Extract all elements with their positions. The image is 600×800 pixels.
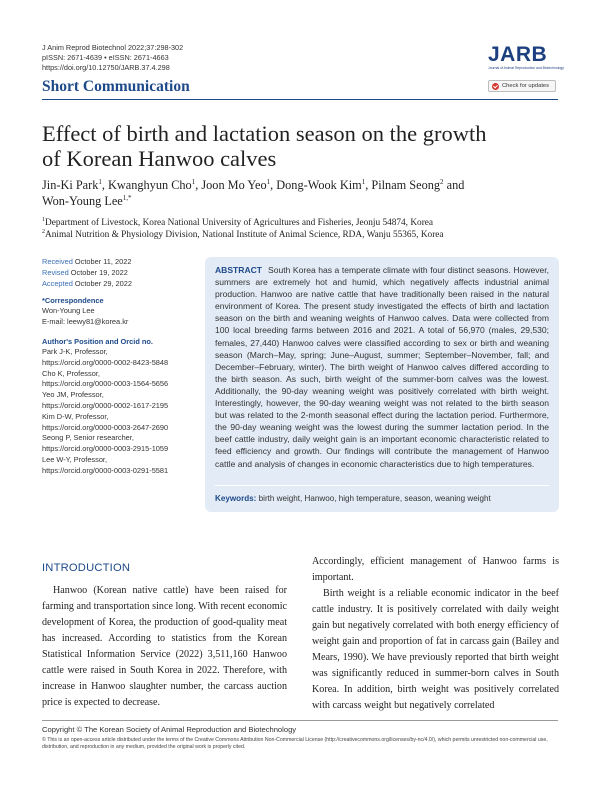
journal-logo <box>488 43 564 71</box>
keywords-text: birth weight, Hanwoo, high temperature, season, weaning weight <box>258 494 491 503</box>
author-name: Pilnam Seong <box>371 178 441 192</box>
author-name: Joon Mo Yeo <box>201 178 267 192</box>
accepted-date: Accepted October 29, 2022 <box>42 278 133 288</box>
orcid-author-position: Cho K, Professor, <box>42 368 100 378</box>
abstract-divider <box>215 485 549 486</box>
body-paragraph: Hanwoo (Korean native cattle) have been raised for farming and transportation since long. With recent economic development of Korea, the production of good-quality meat has increased. According to statistics from the Korean Statistical Information Service (2022) 3,511,160 Hanwoo cattle were raised in South Korea in 2022. Therefore, with increase in Hanwoo slaughter number, the carcass auction price is expected to decrease. <box>42 585 287 708</box>
article-title-line-2: of Korean Hanwoo calves <box>42 146 277 171</box>
abstract-text: South Korea has a temperate climate with four distinct seasons. However, summers are extremely hot and humid, which negatively affects industrial animal production. Hanwoo are native cattle that have traditionally been raised in the natural environment of Korea. The present study investigated the effects of birth and lactation season on the birth and weaning weights of Hanwoo calves. Data were collected from 100 local breeding farms between 2016 and 2021. A total of 56,970 (males, 29,530; females, 27,440) Hanwoo calves were classified according to sex or birth and weaning season (March–May, spring; June–August, summer; September–November, fall; and December–February, winter). The birth weight of Hanwoo calves differed according to the birth season. As such, birth weight of the summer-born calves was the lowest. Additionally, the 90-day weaning weight was positively correlated with birth weight. Interestingly, however, the 90-day weaning weight was not related to the birth season but was related to the 2-month seasonal effect during the lactation period. Furthermore, the 90-day weaning weight was the lowest during the summer lactation period. In the beef cattle industry, daily weight gain is an important economic characteristic related to feed efficiency and growth. Our findings will contribute the management of Hanwoo cattle and analysis of changes in economic characteristics due to high temperatures. <box>215 265 549 469</box>
journal-doi[interactable]: https://doi.org/10.12750/JARB.37.4.298 <box>42 63 170 72</box>
journal-logo-tagline: Journal of Animal Reproduction and Biotechnology <box>488 66 564 70</box>
orcid-link[interactable]: https://orcid.org/0000-0002-8423-5848 <box>42 357 169 367</box>
author-list: Jin-Ki Park$^1$, Kwanghyun Cho$^1$, Joon Mo Yeo$^1$, Dong-Wook Kim$^1$, Pilnam Seong$^2$ and Won-Young Lee$^{1,*}$ <box>42 177 465 208</box>
author-affiliation-mark: 1 <box>266 177 271 186</box>
article-title-line-1: Effect of birth and lactation season on the growth <box>42 121 487 146</box>
revised-date: Revised October 19, 2022 <box>42 267 128 277</box>
abstract-paragraph <box>215 264 549 470</box>
abstract-box <box>205 257 559 512</box>
orcid-link[interactable]: https://orcid.org/0000-0003-0291-5581 <box>42 465 169 475</box>
body-column-left <box>42 583 287 711</box>
section-label: Short Communication <box>42 78 190 95</box>
journal-issn: pISSN: 2671-4639 • eISSN: 2671-4663 <box>42 53 169 62</box>
body-paragraph-continued: Accordingly, efficient management of Hanwoo farms is important. <box>312 556 559 583</box>
check-badge-icon <box>492 83 499 90</box>
affiliation-item: $^2$Animal Nutrition & Physiology Division, National Institute of Animal Science, RDA, Wanju 55365, Korea <box>42 228 444 240</box>
author-name: Jin-Ki Park <box>42 178 99 192</box>
body-column-right <box>312 554 559 714</box>
author-affiliation-mark: 1 <box>191 177 196 186</box>
author-affiliation-mark: 1 <box>98 177 102 186</box>
author-name: Dong-Wook Kim <box>276 178 362 192</box>
orcid-author-position: Seong P, Senior researcher, <box>42 433 134 443</box>
affiliation-list <box>42 217 562 241</box>
received-date: Received October 11, 2022 <box>42 257 132 266</box>
journal-citation: J Anim Reprod Biotechnol 2022;37:298-302 <box>42 43 184 52</box>
author-affiliation-mark: 1 <box>361 177 366 186</box>
copyright-notice: Copyright © The Korean Society of Animal Reproduction and Biotechnology <box>42 725 297 734</box>
orcid-link[interactable]: https://orcid.org/0000-0003-2915-1059 <box>42 444 169 454</box>
correspondence-heading: *Correspondence <box>42 296 104 305</box>
orcid-author-position: Lee W-Y, Professor, <box>42 454 108 464</box>
correspondence-email[interactable]: E-mail: leewy81@korea.kr <box>42 316 129 326</box>
header-divider <box>42 99 558 100</box>
journal-citation-block <box>42 43 183 73</box>
orcid-link[interactable]: https://orcid.org/0000-0003-2647-2690 <box>42 422 169 432</box>
author-name: Won-Young Lee <box>42 194 123 208</box>
orcid-link[interactable]: https://orcid.org/0000-0003-1564-5656 <box>42 379 169 389</box>
keywords-label: Keywords: <box>215 494 257 503</box>
footer-divider <box>42 720 558 721</box>
article-history <box>42 257 132 289</box>
article-title <box>42 121 562 171</box>
orcid-author-position: Kim D-W, Professor, <box>42 411 109 421</box>
orcid-list <box>42 347 168 477</box>
orcid-author-position: Yeo JM, Professor, <box>42 390 104 400</box>
author-affiliation-mark: 2 <box>440 177 444 186</box>
keywords-line <box>215 494 491 503</box>
orcid-author-position: Park J-K, Professor, <box>42 347 108 356</box>
orcid-link[interactable]: https://orcid.org/0000-0002-1617-2195 <box>42 400 169 410</box>
check-for-updates-button[interactable] <box>488 80 556 92</box>
author-affiliation-mark: 1,* <box>122 193 132 202</box>
open-access-icon: © <box>42 737 46 743</box>
introduction-heading: INTRODUCTION <box>42 562 131 574</box>
check-for-updates-label: Check for updates <box>502 83 550 89</box>
correspondence-name: Won-Young Lee <box>42 306 95 315</box>
correspondence-details <box>42 306 128 328</box>
abstract-label: ABSTRACT <box>215 265 263 275</box>
body-paragraph: Birth weight is a reliable economic indicator in the beef cattle industry. It is positively correlated with daily weight gain but negatively correlated with both energy efficiency of weight gain and proportion of fat in carcass gain (Bailey and Mears, 1990). We have previously reported that birth weight was significantly reduced in summer-born calves in South Korea. In addition, birth weight was positively correlated with carcass weight but negatively correlated <box>312 588 559 711</box>
orcid-heading: Author's Position and Orcid no. <box>42 337 153 346</box>
author-name: Kwanghyun Cho <box>108 178 192 192</box>
journal-logo-text: JARB <box>488 43 548 66</box>
license-notice: © This is an open-access article distributed under the terms of the Creative Commons Attribution Non-Commercial License (http://creativecommons.org/licenses/by-nc/4.0/), which permits unrestricted non-commercial use, distribution, and reproduction in any medium, provided the original work is properly cited. <box>42 737 548 750</box>
affiliation-item: $^1$Department of Livestock, Korea National University of Agricultures and Fisheries, Jeonju 54874, Korea <box>42 216 434 228</box>
